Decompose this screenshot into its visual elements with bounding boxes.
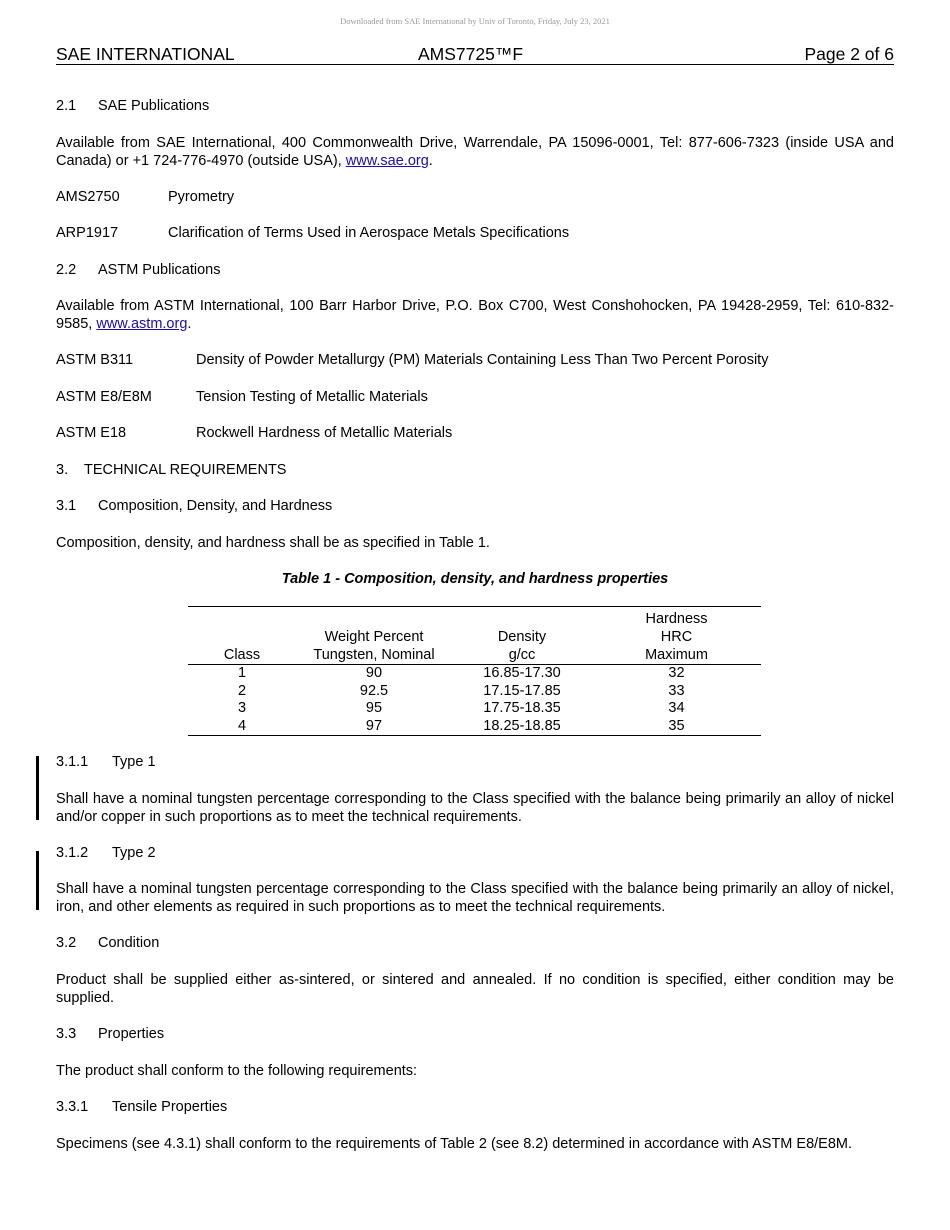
cell-hardness: 32 xyxy=(668,665,685,681)
section-3-1-1-paragraph: Shall have a nominal tungsten percentage corresponding to the Class specified with the balance being primarily an alloy of nickel and/or copper in such proportions as to meet the technical requirements. xyxy=(56,791,894,825)
cell-class: 3 xyxy=(237,700,247,716)
section-2-2-paragraph: Available from ASTM International, 100 Barr Harbor Drive, P.O. Box C700, West Conshohocken, PA 19428-2959, Tel: 610-832-9585, www.astm.org. xyxy=(56,298,894,332)
reference-item xyxy=(56,224,569,242)
cell-hardness: 35 xyxy=(668,717,685,734)
header-doc-number: AMS7725™F xyxy=(418,44,524,64)
paragraph-text: Available from ASTM International, 100 Barr Harbor Drive, P.O. Box C700, West Conshohocken, PA 19428-2959, Tel: 610-832-9585, xyxy=(56,298,894,332)
table-header-row xyxy=(188,607,761,665)
section-3-2-heading xyxy=(56,934,159,952)
cell-hardness: 33 xyxy=(668,682,685,699)
cell-density: 16.85-17.30 xyxy=(483,665,561,681)
paragraph-text: Available from SAE International, 400 Commonwealth Drive, Warrendale, PA 15096-0001, Tel: 877-606-7323 (inside USA and Canada) or +1 724-776-4970 (outside USA), xyxy=(56,135,894,169)
section-2-1-heading xyxy=(56,97,209,115)
column-header-hardness: Hardness HRC Maximum xyxy=(645,611,708,663)
cell-hardness: 34 xyxy=(668,700,685,716)
section-number: 3.2 xyxy=(56,935,77,951)
table-row xyxy=(188,718,761,736)
cell-weight: 95 xyxy=(365,700,383,716)
section-title: Type 2 xyxy=(112,845,156,861)
section-3-1-1-heading xyxy=(56,753,156,771)
table-row xyxy=(188,700,761,718)
section-3-3-1-paragraph: Specimens (see 4.3.1) shall conform to the requirements of Table 2 (see 8.2) determined in accordance with ASTM E8/E8M. xyxy=(56,1136,853,1152)
section-3-1-2-paragraph: Shall have a nominal tungsten percentage corresponding to the Class specified with the balance being primarily an alloy of nickel, iron, and other elements as required in such proportions as to meet the technical requirements. xyxy=(56,881,894,915)
reference-title: Tension Testing of Metallic Materials xyxy=(196,389,428,405)
reference-title: Rockwell Hardness of Metallic Materials xyxy=(196,425,453,441)
reference-item xyxy=(56,351,768,369)
section-3-1-2-heading xyxy=(56,844,156,862)
cell-weight: 92.5 xyxy=(359,682,389,699)
section-number: 3. xyxy=(56,462,69,478)
section-number: 3.1.2 xyxy=(56,845,89,861)
reference-code: ARP1917 xyxy=(56,225,119,241)
table-row xyxy=(188,665,761,683)
cell-density: 18.25-18.85 xyxy=(483,717,561,734)
reference-title: Clarification of Terms Used in Aerospace Metals Specifications xyxy=(168,225,570,241)
revision-change-bar xyxy=(36,756,39,820)
section-3-3-paragraph: The product shall conform to the following requirements: xyxy=(56,1063,418,1079)
reference-title: Pyrometry xyxy=(168,189,235,205)
table-caption: Table 1 - Composition, density, and hardness properties xyxy=(281,571,669,587)
reference-title: Density of Powder Metallurgy (PM) Materials Containing Less Than Two Percent Porosity xyxy=(196,352,769,368)
composition-table xyxy=(188,606,761,736)
section-3-heading xyxy=(56,461,286,479)
column-header-density: Density g/cc xyxy=(497,629,547,663)
download-note: Downloaded from SAE International by Univ of Toronto, Friday, July 23, 2021 xyxy=(340,16,610,26)
reference-code: AMS2750 xyxy=(56,189,120,205)
section-3-1-paragraph: Composition, density, and hardness shall be as specified in Table 1. xyxy=(56,535,490,551)
cell-class: 4 xyxy=(237,717,247,734)
section-number: 3.1 xyxy=(56,498,77,514)
section-title: SAE Publications xyxy=(98,98,210,114)
reference-item xyxy=(56,388,428,406)
reference-code: ASTM B311 xyxy=(56,352,134,368)
reference-item xyxy=(56,424,452,442)
section-number: 3.1.1 xyxy=(56,754,89,770)
section-number: 2.2 xyxy=(56,262,77,278)
cell-class: 2 xyxy=(237,682,247,699)
column-header-weight: Weight Percent Tungsten, Nominal xyxy=(313,629,435,663)
section-2-2-heading xyxy=(56,261,221,279)
sae-website-link[interactable]: www.sae.org xyxy=(345,153,429,169)
section-title: Properties xyxy=(98,1026,165,1042)
cell-density: 17.15-17.85 xyxy=(483,682,561,699)
section-title: Composition, Density, and Hardness xyxy=(98,498,333,514)
table-row xyxy=(188,683,761,701)
section-number: 2.1 xyxy=(56,98,77,114)
section-3-3-1-heading xyxy=(56,1098,227,1116)
reference-code: ASTM E8/E8M xyxy=(56,389,152,405)
section-3-1-heading xyxy=(56,497,332,515)
section-title: TECHNICAL REQUIREMENTS xyxy=(84,462,287,478)
reference-code: ASTM E18 xyxy=(56,425,127,441)
header-org: SAE INTERNATIONAL xyxy=(56,44,235,64)
section-title: Type 1 xyxy=(112,754,156,770)
header-page-number: Page 2 of 6 xyxy=(804,44,894,64)
section-title: Condition xyxy=(98,935,160,951)
astm-website-link[interactable]: www.astm.org xyxy=(96,316,188,332)
cell-density: 17.75-18.35 xyxy=(483,700,561,716)
section-3-2-paragraph: Product shall be supplied either as-sintered, or sintered and annealed. If no condition is specified, either condition may be supplied. xyxy=(56,972,894,1006)
section-3-3-heading xyxy=(56,1025,164,1043)
section-title: Tensile Properties xyxy=(112,1099,228,1115)
section-title: ASTM Publications xyxy=(98,262,221,278)
section-2-1-paragraph: Available from SAE International, 400 Commonwealth Drive, Warrendale, PA 15096-0001, Tel: 877-606-7323 (inside USA and Canada) or +1 724-776-4970 (outside USA), www.sae.org. xyxy=(56,135,894,169)
cell-weight: 97 xyxy=(365,717,383,734)
cell-weight: 90 xyxy=(365,665,383,681)
section-number: 3.3 xyxy=(56,1026,77,1042)
cell-class: 1 xyxy=(237,665,247,681)
revision-change-bar xyxy=(36,851,39,910)
page-header xyxy=(56,44,894,65)
column-header-class: Class xyxy=(223,647,261,663)
section-number: 3.3.1 xyxy=(56,1099,89,1115)
reference-item xyxy=(56,188,234,206)
